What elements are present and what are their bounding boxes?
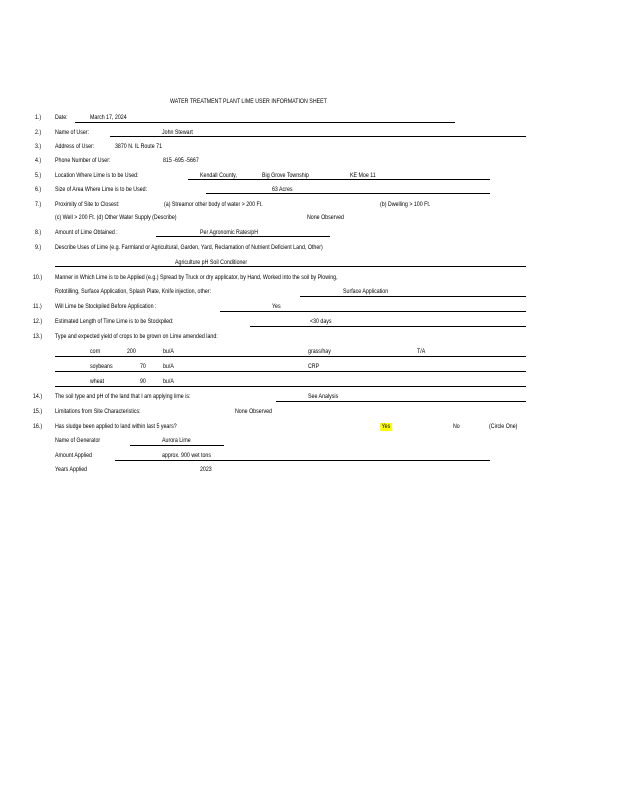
limitations-label: Limitations from Site Characteristics: [55,408,141,415]
manner-label: Manner in Which Lime is to be Applied (e.g.) Spread by Truck or dry applicator, by Hand, Worked into the soil by Plowing, [55,274,338,281]
describe-label: Describe Uses of Lime (e.g. Farmland or Agricultural, Garden, Yard, Reclamation of Nutrient Deficient Land, Other) [55,244,323,251]
proximity-well: (c) Well > 200 Ft. (d) Other Water Supply (Describe) [55,214,177,221]
item-number: 16.) [33,423,43,430]
years-applied-value: 2023 [200,466,212,473]
manner-field[interactable] [300,296,526,297]
crop-yield: 90 [140,378,146,385]
location-label: Location Where Lime is to be Used: [55,172,139,179]
item-number: 9.) [35,244,42,251]
item-number: 4.) [35,157,42,164]
uses-field[interactable] [55,266,526,267]
date-value: March 17, 2024 [90,114,127,121]
phone-value: 815 -695 -5667 [163,157,199,164]
item-number: 3.) [35,143,42,150]
crop-row-line[interactable] [55,386,526,387]
stockpiled-field[interactable] [220,311,526,312]
amount-label: Amount of Lime Obtained : [55,229,118,236]
address-value: 3870 N. IL Route 71 [115,143,163,150]
crop-yield: 70 [140,363,146,370]
item-number: 12.) [33,318,43,325]
amount-applied-label: Amount Applied [55,452,92,459]
name-value: John Stewart [162,129,193,136]
item-number: 14.) [33,393,43,400]
proximity-stream: (a) Streamor other body of water > 200 Ft. [164,201,263,208]
soil-label: The soil type and pH of the land that I am applying lime is: [55,393,191,400]
page-title: WATER TREATMENT PLANT LIME USER INFORMATION SHEET [170,98,327,105]
phone-label: Phone Number of User: [55,157,111,164]
stockpiled-value: Yes [272,303,281,310]
item-number: 8.) [35,229,42,236]
manner-value: Surface Application [343,288,389,295]
crop-row-line[interactable] [55,371,526,372]
amount-applied-field[interactable] [115,460,490,461]
item-number: 1.) [35,114,42,121]
item-number: 11.) [33,303,42,310]
name-field[interactable] [110,136,526,137]
generator-value: Aurora Lime [162,437,191,444]
date-label: Date: [55,114,68,121]
crops-label: Type and expected yield of crops to be grown on Lime amended land: [55,333,218,340]
length-value: <30 days [310,318,332,325]
crop-yield-2: T/A [417,348,426,355]
length-label: Estimated Length of Time Lime is to be Stockpiled: [55,318,174,325]
amount-field[interactable] [156,236,330,237]
other-supply-value: None Observed [307,214,344,221]
uses-value: Agriculture pH Soil Conditioner [175,259,248,266]
item-number: 5.) [35,172,42,179]
manner-label-2: Rototilling, Surface Application, Splash Plate, Knife injection, other: [55,288,211,295]
length-field[interactable] [250,326,526,327]
crop-name-2: grass/hay [308,348,331,355]
item-number: 7.) [35,201,42,208]
item-number: 2.) [35,129,42,136]
item-number: 15.) [33,408,43,415]
circle-one-note: (Circle One) [489,423,518,430]
address-label: Address of User: [55,143,95,150]
location-field[interactable] [188,179,490,180]
location-value: Big Grove Township [262,172,309,179]
amount-applied-value: approx. 900 wet tons [162,452,211,459]
size-field[interactable] [206,193,490,194]
crop-name-2: CRP [308,363,320,370]
proximity-dwelling: (b) Dwelling > 100 Ft. [380,201,431,208]
crop-row-line[interactable] [55,356,526,357]
date-field[interactable] [75,122,455,123]
location-value: Kendall County, [200,172,237,179]
generator-label: Name of Generator [55,437,101,444]
limitations-value: None Observed [235,408,272,415]
crop-unit: bu/A [163,363,174,370]
item-number: 10.) [33,274,43,281]
crop-name: wheat [90,378,105,385]
proximity-label: Proximity of Site to Closest: [55,201,120,208]
sludge-no-option[interactable]: No [453,423,460,430]
stockpiled-label: Will Lime be Stockpiled Before Application : [55,303,157,310]
size-value: 63 Acres [272,186,293,193]
item-number: 6.) [35,186,42,193]
crop-unit: bu/A [163,348,174,355]
years-applied-label: Years Applied [55,466,88,473]
amount-value: Per Agronomic Rates/pH [200,229,259,236]
sludge-yes-option[interactable]: Yes [381,423,391,430]
soil-value: See Analysis [308,393,339,400]
item-number: 13.) [33,333,43,340]
sludge-label: Has sludge been applied to land within last 5 years? [55,423,177,430]
crop-unit: bu/A [163,378,174,385]
soil-field[interactable] [276,401,526,402]
crop-name: corn [90,348,101,355]
crop-name: soybeans [90,363,113,370]
name-label: Name of User: [55,129,90,136]
crop-yield: 200 [127,348,136,355]
location-value: KE Moe 11 [350,172,376,179]
size-label: Size of Area Where Lime is to be Used: [55,186,148,193]
generator-field[interactable] [130,445,224,446]
